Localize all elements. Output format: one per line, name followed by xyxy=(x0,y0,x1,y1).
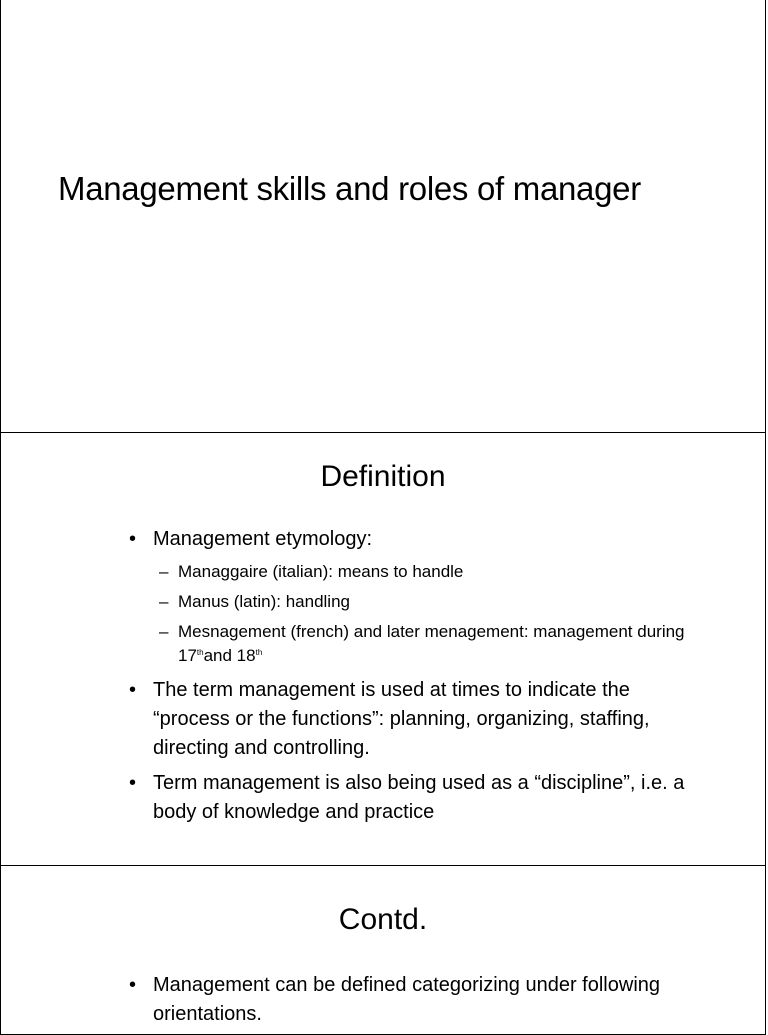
bullet-list xyxy=(129,525,695,833)
slide-3 xyxy=(0,865,766,1035)
superscript: th xyxy=(255,648,263,657)
sub-bullet-list xyxy=(153,560,695,668)
bullet-item: • Term management is also being used as a “discipline”, i.e. a body of knowledge and practice xyxy=(129,769,695,827)
bullet-item: • Management can be defined categorizing under following orientations. xyxy=(129,971,695,1029)
sub-bullet-item: – Manus (latin): handling xyxy=(153,590,695,614)
superscript: th xyxy=(196,648,204,657)
sub-bullet-text: and 18 xyxy=(203,646,256,665)
slide-2 xyxy=(0,432,766,867)
slide-heading: Definition xyxy=(320,460,446,493)
slide-heading: Contd. xyxy=(338,903,428,936)
sub-bullet-text: Mesnagement (french) and later menagement: management during 17 xyxy=(178,622,685,665)
slide-1 xyxy=(0,0,766,434)
bullet-text: Management etymology: xyxy=(153,528,373,550)
bullet-list xyxy=(129,971,695,1035)
sub-bullet-item: – Managgaire (italian): means to handle xyxy=(153,560,695,584)
bullet-item: • The term management is used at times to indicate the “process or the functions”: planning, organizing, staffing, directing and controlling. xyxy=(129,676,695,763)
slide-title: Management skills and roles of manager xyxy=(58,170,641,207)
sub-bullet-item xyxy=(153,620,695,668)
bullet-item xyxy=(129,525,695,668)
